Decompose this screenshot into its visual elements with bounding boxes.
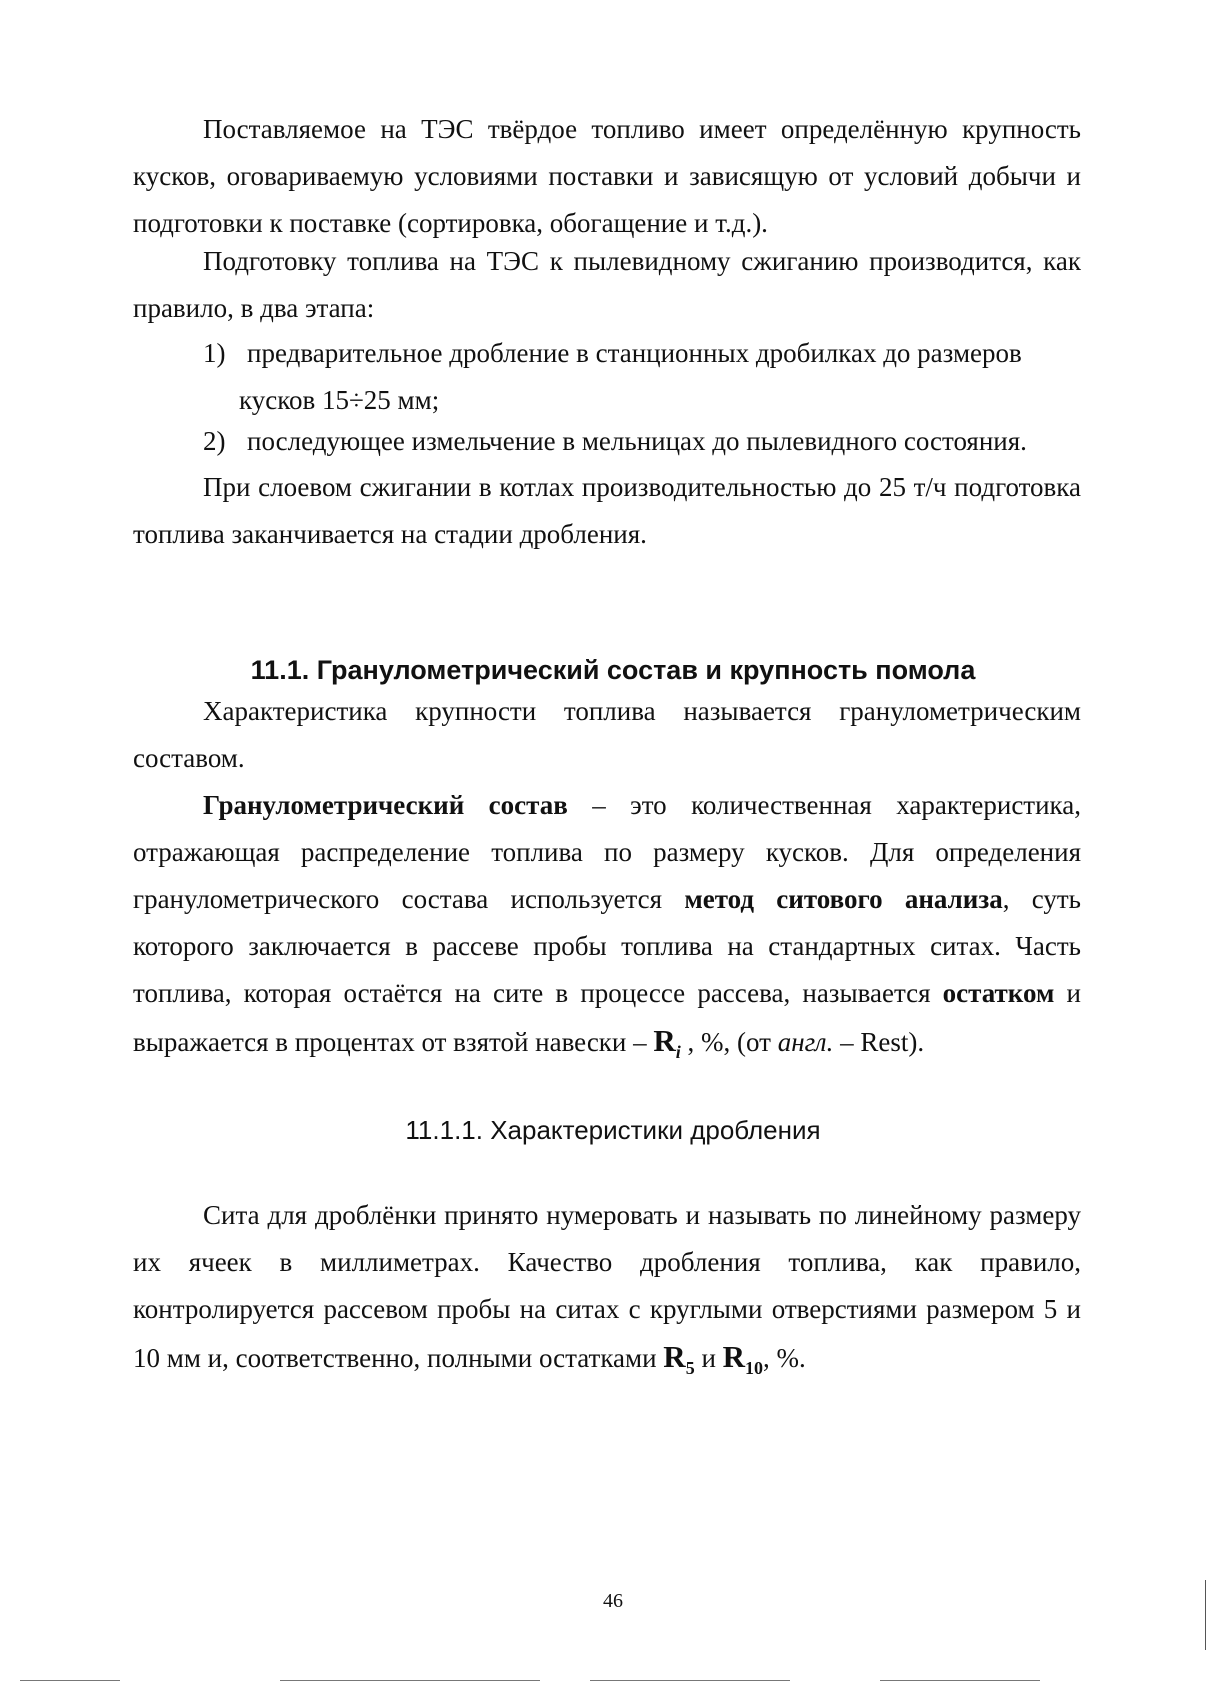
list-item-number: 2) — [203, 426, 226, 456]
term-granulometric: Гранулометрический состав — [203, 790, 568, 820]
page-number: 46 — [603, 1590, 623, 1612]
paragraph-layer-combustion: При слоевом сжигании в котлах производительностью до 25 т/ч подготовка топлива заканчивается на стадии дробления. — [133, 472, 1081, 549]
list-item-number: 1) — [203, 338, 226, 368]
list-item-text: предварительное дробление в станционных дробилках до размеров — [247, 338, 1022, 368]
text-fragment: – это количественная характеристика, отражающая распределение топлива по размеру кусков. Для определения гранулометрического состава используется — [133, 790, 1081, 914]
text-fragment: , %, (от — [680, 1027, 778, 1057]
symbol-subscript: 10 — [745, 1358, 764, 1379]
symbol-letter: R — [663, 1339, 686, 1374]
subsection-heading: 11.1.1. Характеристики дробления — [405, 1115, 821, 1145]
paragraph-fuel-supply: Поставляемое на ТЭС твёрдое топливо имеет определённую крупность кусков, оговариваемую условиями поставки и зависящую от условий добычи и подготовки к поставке (сортировка, обогащение и т.д.). — [133, 114, 1081, 238]
symbol-r-i — [653, 1023, 681, 1063]
list-item-continuation: кусков 15÷25 мм; — [239, 385, 440, 415]
paragraph-granulometric-definition: Характеристика крупности топлива называется гранулометрическим составом. — [133, 696, 1081, 773]
paragraph-fuel-preparation: Подготовку топлива на ТЭС к пылевидному сжиганию производится, как правило, в два этапа: — [133, 246, 1081, 323]
symbol-letter: R — [653, 1023, 676, 1058]
scan-artifact — [1205, 1580, 1206, 1650]
text-fragment: , суть которого заключается в рассеве пробы топлива на стандартных ситах. Часть топлива, которая остаётся на сите в процессе рассева, называется — [133, 884, 1081, 1008]
scan-artifact — [590, 1680, 790, 1681]
text-fragment: и — [694, 1343, 723, 1373]
scan-artifact — [280, 1680, 540, 1681]
symbol-subscript: i — [675, 1042, 681, 1063]
list-item-text: последующее измельчение в мельницах до пылевидного состояния. — [247, 426, 1027, 456]
list-item — [203, 330, 1081, 424]
abbreviation: англ. — [777, 1027, 834, 1057]
paragraph-crushing-sieves — [133, 1192, 1081, 1392]
text-fragment: – Rest). — [833, 1027, 925, 1057]
section-heading: 11.1. Гранулометрический состав и крупность помола — [250, 655, 976, 685]
text-fragment: , %. — [763, 1343, 806, 1373]
term-residue: остатком — [942, 978, 1055, 1008]
scan-artifact — [880, 1680, 1040, 1681]
symbol-letter: R — [722, 1339, 746, 1374]
paragraph-granulometric-composition — [133, 782, 1081, 1076]
text-fragment: и выражается в процентах от взятой навески – — [133, 978, 1081, 1057]
symbol-subscript: 5 — [685, 1358, 695, 1379]
symbol-r5 — [663, 1339, 695, 1379]
text-fragment: Сита для дроблёнки принято нумеровать и называть по линейному размеру их ячеек в миллиметрах. Качество дробления топлива, как правило, контролируется рассевом пробы на ситах с круглыми отверстиями размером 5 и 10 мм и, соответственно, полными остатками — [133, 1200, 1081, 1373]
term-sieve-method: метод ситового анализа — [684, 884, 1003, 914]
scan-artifact — [20, 1680, 120, 1681]
symbol-r10 — [722, 1339, 764, 1379]
list-item — [203, 418, 1081, 465]
